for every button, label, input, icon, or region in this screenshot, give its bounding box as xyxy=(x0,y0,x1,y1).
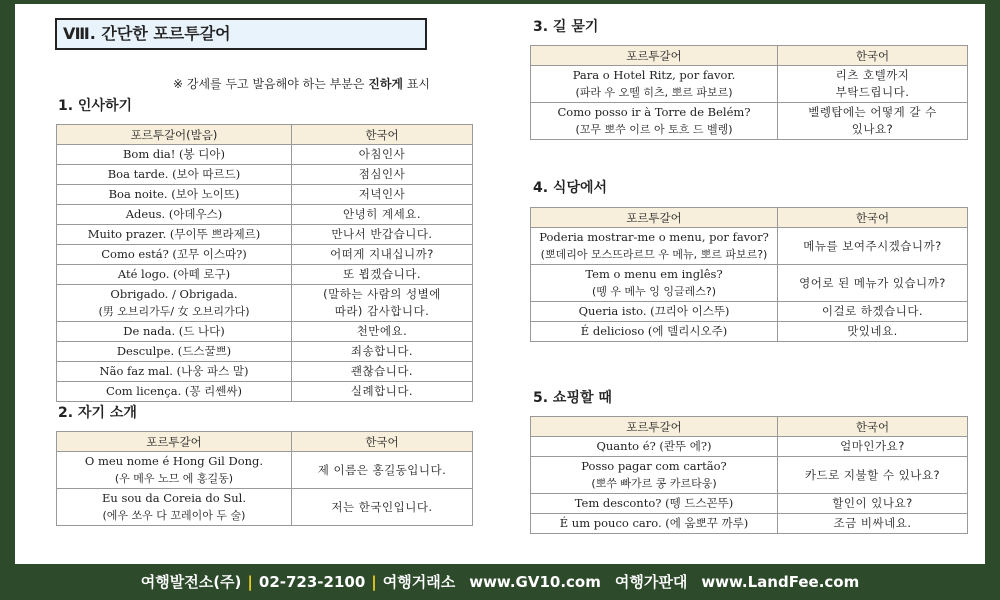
korean-cell xyxy=(778,228,968,265)
korean-translation: 리츠 호텔까지 xyxy=(835,68,910,82)
table-row xyxy=(57,145,473,165)
korean-translation: 이걸로 하겠습니다. xyxy=(821,304,924,318)
column-header-korean: 한국어 xyxy=(292,125,473,145)
korean-cell xyxy=(778,514,968,534)
korean-cell xyxy=(292,342,473,362)
korean-translation: 영어로 된 메뉴가 있습니까? xyxy=(799,275,946,290)
table-row xyxy=(57,205,473,225)
korean-cell xyxy=(292,145,473,165)
portuguese-phrase: Não faz mal. (나웅 파스 말) xyxy=(99,364,249,378)
section-title-directions: 3. 길 묻기 xyxy=(533,19,599,35)
portuguese-cell xyxy=(57,362,292,382)
portuguese-cell xyxy=(57,489,292,526)
korean-translation: 만나서 반갑습니다. xyxy=(331,227,433,241)
table-row xyxy=(57,165,473,185)
pronunciation: (뗑 우 메누 잉 잉글레스?) xyxy=(591,285,717,298)
portuguese-phrase: Queria isto. (끄리아 이스뚜) xyxy=(578,304,730,318)
document-page xyxy=(15,4,985,564)
footer-label-1: 여행거래소 xyxy=(382,573,456,591)
table-row xyxy=(531,265,968,302)
column-header-korean: 한국어 xyxy=(292,432,473,452)
column-header-portuguese: 포르투갈어 xyxy=(57,432,292,452)
footer-phone: 02-723-2100 xyxy=(258,573,366,591)
portuguese-phrase: Como posso ir à Torre de Belém? xyxy=(557,105,751,119)
korean-cell xyxy=(292,245,473,265)
portuguese-phrase: Boa tarde. (보아 따르드) xyxy=(107,167,241,181)
section-title-self-intro: 2. 자기 소개 xyxy=(58,405,137,421)
table-row xyxy=(531,66,968,103)
portuguese-phrase: Tem desconto? (뗑 드스꼰뚜) xyxy=(574,496,734,510)
restaurant-table xyxy=(530,207,968,342)
portuguese-phrase: É delicioso (에 델리시오주) xyxy=(580,324,728,338)
table-row xyxy=(531,228,968,265)
korean-translation: 벨렝탑에는 어떻게 갈 수 xyxy=(808,105,937,119)
portuguese-cell xyxy=(531,66,778,103)
portuguese-cell xyxy=(531,514,778,534)
pronunciation: (뽀쑤 빠가르 콩 카르타웅) xyxy=(591,477,717,490)
self-intro-table xyxy=(56,431,473,526)
stress-note: ※ 강세를 두고 발음해야 하는 부분은 진하게 표시 xyxy=(173,77,431,91)
korean-translation: 죄송합니다. xyxy=(350,344,414,358)
section-title-restaurant: 4. 식당에서 xyxy=(533,180,608,196)
table-row xyxy=(57,265,473,285)
portuguese-cell xyxy=(57,165,292,185)
table-row xyxy=(57,245,473,265)
korean-cell xyxy=(292,265,473,285)
korean-cell xyxy=(778,103,968,140)
portuguese-cell xyxy=(57,265,292,285)
korean-cell xyxy=(778,457,968,494)
portuguese-cell xyxy=(531,302,778,322)
korean-cell xyxy=(292,165,473,185)
column-header-portuguese: 포르투갈어 xyxy=(531,208,778,228)
korean-translation: 조금 비싸네요. xyxy=(833,516,912,530)
portuguese-cell xyxy=(531,457,778,494)
pronunciation: (파라 우 오뗄 히츠, 뽀르 파보르) xyxy=(575,86,733,99)
table-row xyxy=(531,437,968,457)
portuguese-phrase: Quanto é? (콴뚜 에?) xyxy=(596,439,712,453)
portuguese-phrase: Desculpe. (드스꿀쁘) xyxy=(116,344,232,358)
korean-translation: 저는 한국인입니다. xyxy=(331,499,433,514)
korean-translation: 할인이 있나요? xyxy=(832,496,913,510)
korean-translation: 실례합니다. xyxy=(350,384,414,398)
korean-cell xyxy=(292,185,473,205)
korean-cell xyxy=(292,362,473,382)
korean-translation: 얼마인가요? xyxy=(840,439,905,453)
column-header-portuguese: 포르투갈어(발음) xyxy=(57,125,292,145)
korean-cell xyxy=(778,494,968,514)
korean-translation: 저녁인사 xyxy=(358,187,406,201)
portuguese-cell xyxy=(531,437,778,457)
column-header-portuguese: 포르투갈어 xyxy=(531,417,778,437)
portuguese-phrase: Posso pagar com cartão? xyxy=(581,459,727,473)
korean-translation-line2: 따라) 감사합니다. xyxy=(334,304,430,318)
portuguese-cell xyxy=(57,452,292,489)
table-row xyxy=(57,362,473,382)
korean-cell xyxy=(292,489,473,526)
portuguese-phrase: Obrigado. / Obrigada. xyxy=(110,287,238,301)
portuguese-phrase: Tem o menu em inglês? xyxy=(585,267,723,281)
korean-cell xyxy=(778,302,968,322)
portuguese-phrase: Com licença. (꽁 리쎈싸) xyxy=(106,384,242,398)
portuguese-phrase: Muito prazer. (무이뚜 쁘라제르) xyxy=(87,227,261,241)
table-row xyxy=(57,225,473,245)
portuguese-phrase: Adeus. (아데우스) xyxy=(125,207,223,221)
table-row xyxy=(57,322,473,342)
footer-bar: 여행발전소(주) | 02-723-2100 | 여행거래소 www.GV10.com 여행가판대 www.LandFee.com xyxy=(140,573,860,591)
korean-translation: 맛있네요. xyxy=(847,324,898,338)
korean-cell xyxy=(778,66,968,103)
korean-cell xyxy=(292,285,473,322)
portuguese-phrase: Eu sou da Coreia do Sul. xyxy=(102,491,246,505)
section-title-greetings: 1. 인사하기 xyxy=(58,98,133,114)
shopping-table xyxy=(530,416,968,534)
portuguese-phrase: O meu nome é Hong Gil Dong. xyxy=(84,454,264,468)
directions-table xyxy=(530,45,968,140)
pronunciation: (우 메우 노므 에 홍길동) xyxy=(114,472,234,485)
korean-translation-line2: 부탁드립니다. xyxy=(835,85,910,99)
footer-label-2: 여행가판대 xyxy=(614,573,688,591)
korean-translation: 제 이름은 홍길동입니다. xyxy=(317,462,447,477)
portuguese-phrase: Boa noite. (보아 노이뜨) xyxy=(108,187,240,201)
korean-translation: 천만에요. xyxy=(356,324,408,338)
table-row xyxy=(57,342,473,362)
pronunciation: (뽀데리아 모스뜨라르므 우 메뉴, 뽀르 파보르?) xyxy=(540,248,768,261)
korean-translation: 카드로 지불할 수 있나요? xyxy=(804,467,941,482)
korean-translation: 안녕히 계세요. xyxy=(343,207,421,221)
korean-cell xyxy=(292,205,473,225)
portuguese-phrase: Para o Hotel Ritz, por favor. xyxy=(572,68,736,82)
column-header-korean: 한국어 xyxy=(778,46,968,66)
table-row xyxy=(57,185,473,205)
table-row xyxy=(531,494,968,514)
column-header-korean: 한국어 xyxy=(778,417,968,437)
portuguese-cell xyxy=(531,265,778,302)
korean-translation: 메뉴를 보여주시겠습니까? xyxy=(803,238,942,253)
pronunciation: (에우 쏘우 다 꼬레이아 두 술) xyxy=(102,509,246,522)
portuguese-phrase: De nada. (드 나다) xyxy=(123,324,225,338)
korean-cell xyxy=(292,452,473,489)
table-row xyxy=(531,302,968,322)
portuguese-cell xyxy=(57,342,292,362)
korean-cell xyxy=(292,322,473,342)
korean-translation: 어떠게 지내십니까? xyxy=(330,247,434,261)
portuguese-phrase: Como está? (꼬무 이스따?) xyxy=(101,247,247,261)
portuguese-phrase: Bom dia! (봉 디아) xyxy=(122,147,226,161)
portuguese-cell xyxy=(57,225,292,245)
chapter-title: Ⅷ. 간단한 포르투갈어 xyxy=(55,18,427,50)
portuguese-phrase: É um pouco caro. (에 움뽀꾸 까루) xyxy=(559,516,749,530)
portuguese-cell xyxy=(531,494,778,514)
pronunciation: (男 오브리가두/ 女 오브리가다) xyxy=(98,305,250,318)
portuguese-phrase: Poderia mostrar-me o menu, por favor? xyxy=(539,230,769,244)
korean-translation: 괜찮습니다. xyxy=(350,364,414,378)
section-title-shopping: 5. 쇼핑할 때 xyxy=(533,390,612,406)
korean-cell xyxy=(292,382,473,402)
korean-cell xyxy=(778,437,968,457)
portuguese-cell xyxy=(57,245,292,265)
portuguese-cell xyxy=(57,322,292,342)
table-row xyxy=(57,285,473,322)
portuguese-cell xyxy=(531,322,778,342)
pronunciation: (꼬무 뽀쑤 이르 아 토흐 드 벨렝) xyxy=(575,123,733,136)
portuguese-cell xyxy=(531,103,778,140)
korean-translation: 또 뵙겠습니다. xyxy=(343,267,421,281)
footer-url-1[interactable]: www.GV10.com xyxy=(469,573,601,591)
korean-translation-line2: 있나요? xyxy=(851,122,894,136)
column-header-korean: 한국어 xyxy=(778,208,968,228)
korean-cell xyxy=(778,322,968,342)
table-row xyxy=(531,514,968,534)
table-row xyxy=(57,452,473,489)
table-row xyxy=(531,457,968,494)
portuguese-cell xyxy=(57,205,292,225)
portuguese-cell xyxy=(57,185,292,205)
korean-cell xyxy=(292,225,473,245)
table-row xyxy=(531,103,968,140)
korean-translation: (말하는 사람의 성별에 xyxy=(323,287,441,301)
korean-translation: 아침인사 xyxy=(358,147,406,161)
portuguese-phrase: Até logo. (아떼 로구) xyxy=(117,267,231,281)
greetings-table xyxy=(56,124,473,402)
portuguese-cell xyxy=(531,228,778,265)
table-row xyxy=(57,489,473,526)
table-row xyxy=(57,382,473,402)
portuguese-cell xyxy=(57,145,292,165)
table-row xyxy=(531,322,968,342)
footer-company: 여행발전소(주) xyxy=(140,573,242,591)
portuguese-cell xyxy=(57,382,292,402)
portuguese-cell xyxy=(57,285,292,322)
korean-translation: 점심인사 xyxy=(358,167,406,181)
column-header-portuguese: 포르투갈어 xyxy=(531,46,778,66)
korean-cell xyxy=(778,265,968,302)
footer-url-2[interactable]: www.LandFee.com xyxy=(701,573,860,591)
